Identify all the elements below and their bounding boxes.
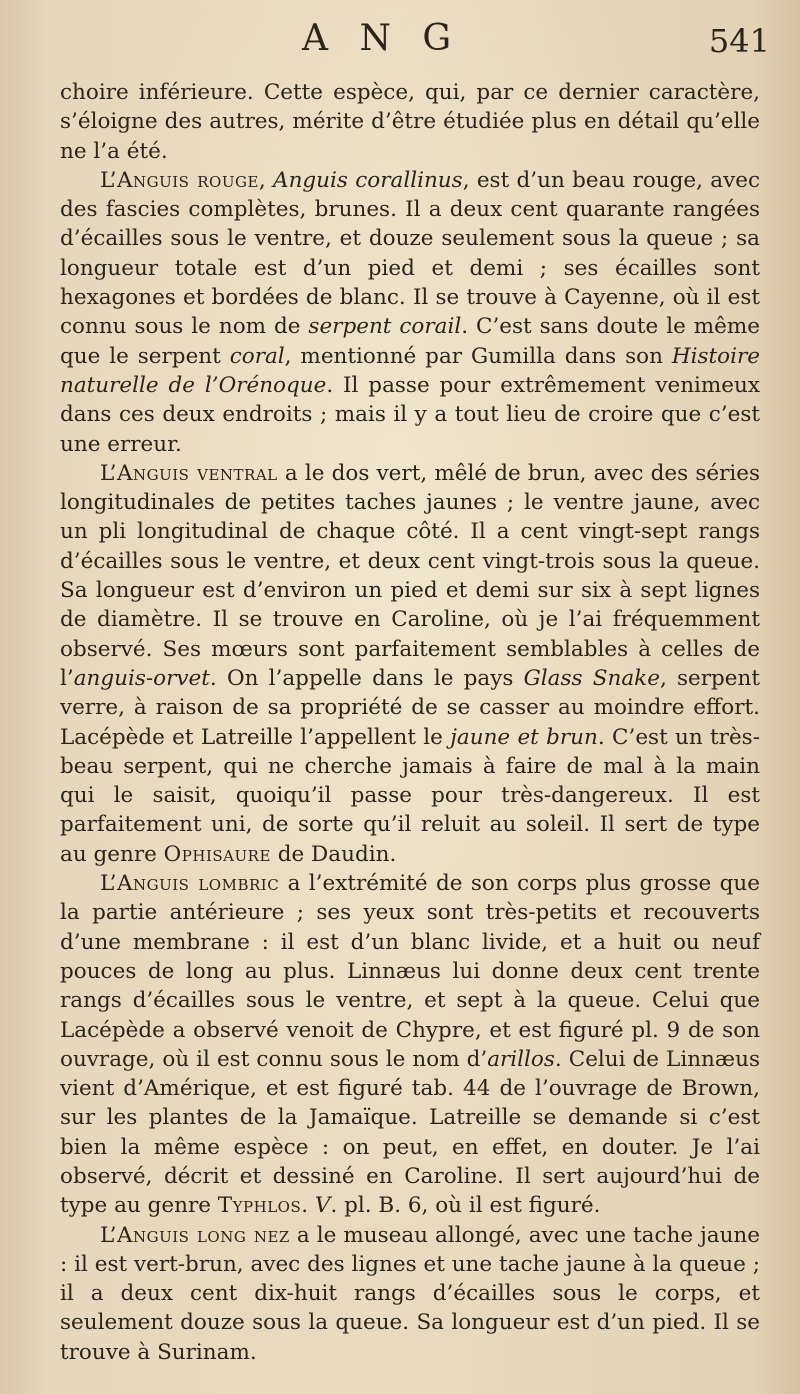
species-name: Typhlos	[217, 1193, 302, 1219]
page-number: 541	[708, 22, 770, 60]
italic-term: Anguis corallinus	[273, 167, 463, 193]
italic-term: arillos	[487, 1046, 555, 1072]
text-run: .	[301, 1193, 315, 1219]
paragraph-anguis-lombric	[60, 869, 760, 1221]
italic-term: coral	[229, 343, 285, 369]
text-run: choire inférieure. Cette espèce, qui, par ce dernier caractère, s’éloigne des autres, mérite d’être étudiée plus en détail qu’elle ne l’a été.	[60, 80, 760, 164]
italic-term: serpent corail	[308, 314, 462, 340]
paragraph-anguis-ventral	[60, 459, 760, 869]
italic-term: jaune et brun	[450, 724, 598, 750]
paragraph-anguis-long-nez	[60, 1221, 760, 1367]
species-name: L’Anguis rouge	[100, 167, 259, 193]
italic-term: anguis-orvet	[73, 665, 210, 691]
text-run: a le museau allongé, avec une tache jaune : il est vert-brun, avec des lignes et une tache jaune à la queue ; il a deux cent dix-huit rangs d’écailles sous le corps, et seulement douze sous la queue. Sa longueur est d’un pied. Il se trouve à Surinam.	[60, 1222, 760, 1365]
text-run: , est d’un beau rouge, avec des fascies complètes, brunes. Il a deux cent quarante rangées d’écailles sous le ventre, et douze seulement sous la queue ; sa longueur totale est d’un pied et demi ; ses écailles sont hexagones et bordées de blanc. Il se trouve à Cayenne, où il est connu sous le nom de	[60, 167, 760, 340]
text-run: . Celui de Linnæus vient d’Amérique, et est figuré tab. 44 de l’ouvrage de Brown, sur les plantes de la Jamaïque. Latreille se demande si c’est bien la même espèce : on peut, en effet, en douter. Je l’ai observé, décrit et dessiné en Caroline. Il sert aujourd’hui de type au genre	[60, 1046, 760, 1219]
text-run: . C’est un très-beau serpent, qui ne cherche jamais à faire de mal à la main qui le saisit, quoiqu’il passe pour très-dangereux. Il est parfaitement uni, de sorte qu’il reluit au soleil. Il sert de type au genre	[60, 724, 760, 867]
text-run: . pl. B. 6, où il est figuré.	[330, 1193, 601, 1219]
species-name: L’Anguis ventral	[100, 460, 278, 486]
body-text	[60, 78, 760, 1367]
text-run: . C’est sans doute le même que le serpent	[60, 314, 760, 369]
species-name: Ophisaure	[163, 841, 271, 867]
species-name: L’Anguis lombric	[100, 871, 280, 897]
text-run: . On l’appelle dans le pays	[209, 665, 524, 691]
italic-term: V	[314, 1193, 331, 1219]
text-run: . Il passe pour extrêmement venimeux dans ces deux endroits ; mais il y a tout lieu de croire que c’est une erreur.	[60, 372, 761, 457]
text-run: , serpent verre, à raison de sa propriété de se casser au moindre effort. Lacépède et Latreille l’appellent le	[60, 665, 761, 750]
text-run: a le dos vert, mêlé de brun, avec des séries longitudinales de petites taches jaunes ; le ventre jaune, avec un pli longitudinal de chaque côté. Il a cent vingt-sept rangs d’écailles sous le ventre, et deux cent vingt-trois sous la queue. Sa longueur est d’environ un pied et demi sur six à sept lignes de diamètre. Il se trouve en Caroline, où je l’ai fréquemment observé. Ses mœurs sont parfaitement semblables à celles de l’	[60, 460, 760, 691]
italic-term: Glass Snake	[523, 665, 660, 691]
text-run: a l’extrémité de son corps plus grosse que la partie antérieure ; ses yeux sont très-petits et recouverts d’une membrane : il est d’un blanc livide, et a huit ou neuf pouces de long au plus. Linnæus lui donne deux cent trente rangs d’écailles sous le ventre, et sept à la queue. Celui que Lacépède a observé venoit de Chypre, et est figuré pl. 9 de son ouvrage, où il est connu sous le nom d’	[60, 871, 760, 1072]
page-header	[0, 18, 800, 62]
paragraph-anguis-rouge	[60, 166, 760, 459]
paragraph-continuation	[60, 78, 760, 166]
running-head: A N G	[302, 18, 462, 59]
italic-term: Histoire naturelle de l’Orénoque	[60, 343, 760, 398]
species-name: L’Anguis long nez	[100, 1222, 290, 1248]
text-run: de Daudin.	[270, 841, 397, 867]
text-run: ,	[258, 167, 274, 193]
text-run: , mentionné par Gumilla dans son	[284, 343, 672, 369]
